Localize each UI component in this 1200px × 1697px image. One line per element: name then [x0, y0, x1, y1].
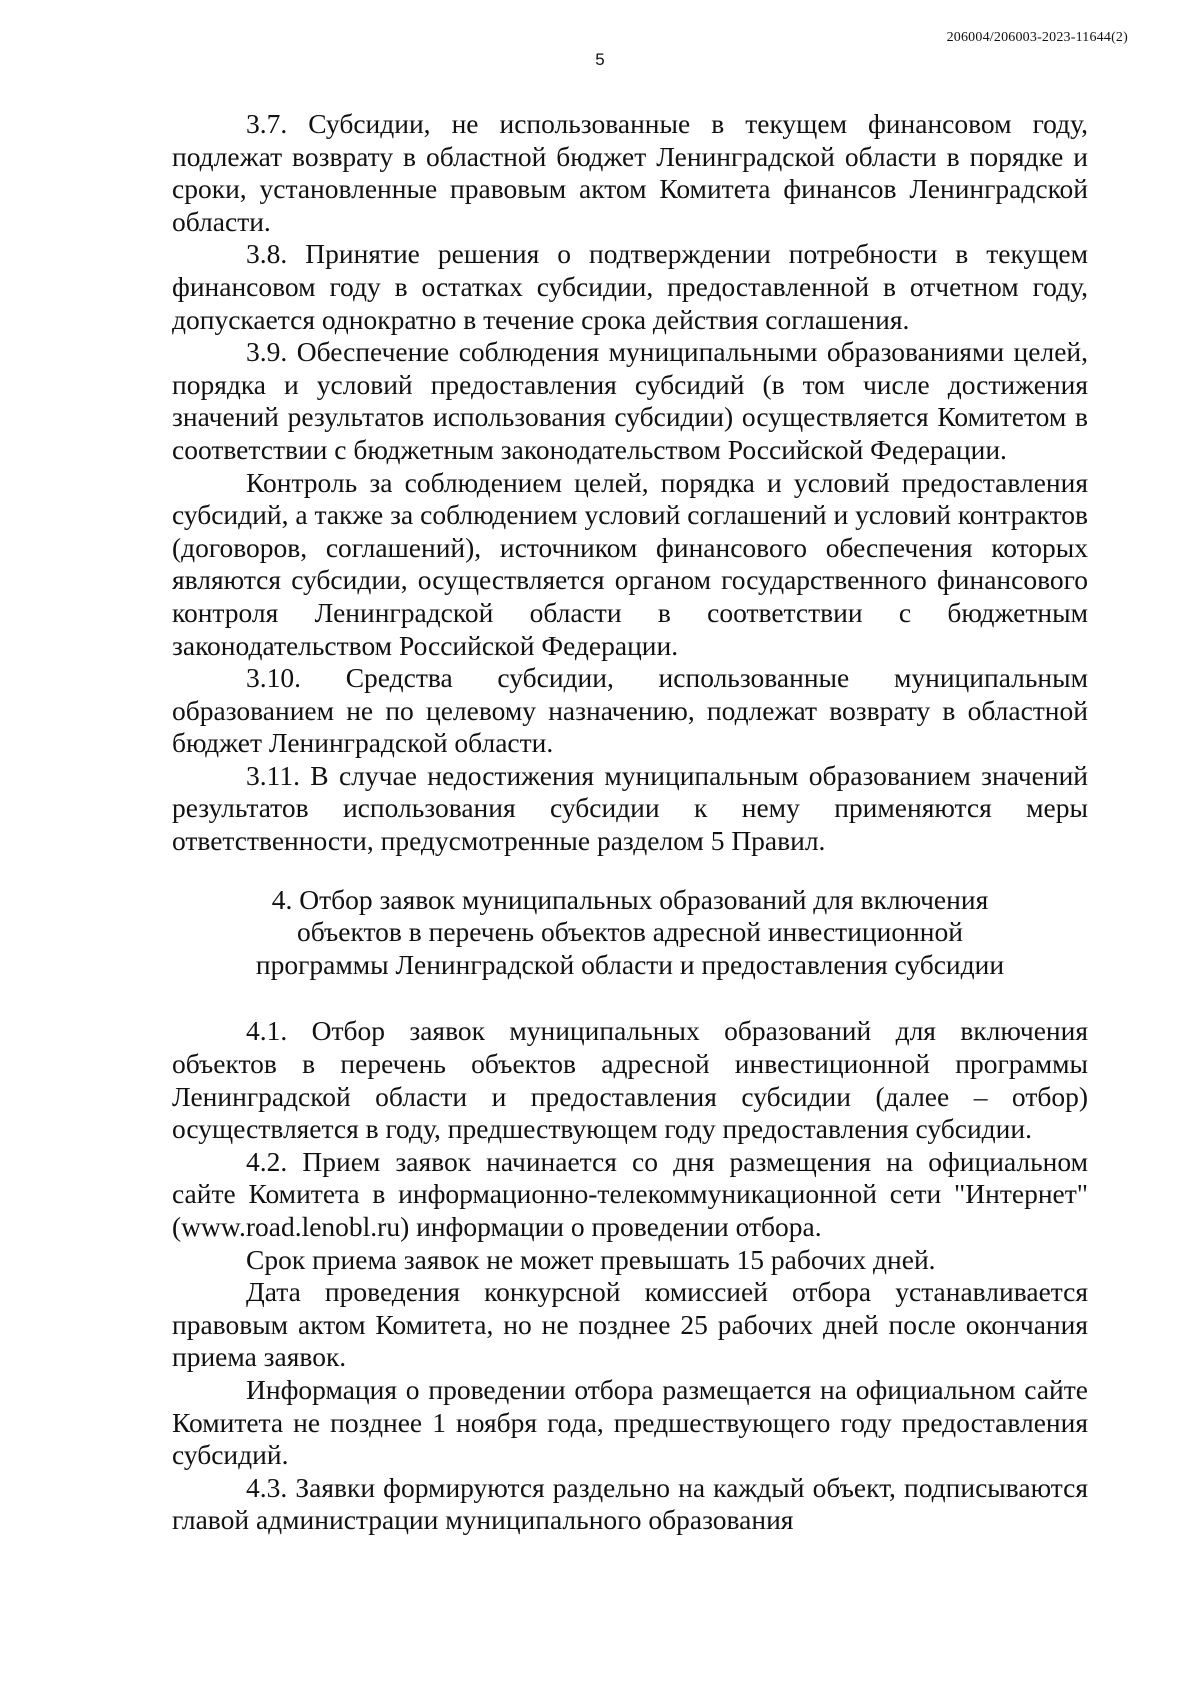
- paragraph-3-7: 3.7. Субсидии, не использованные в текущем финансовом году, подлежат возврату в областной бюджет Ленинградской области в порядке и сроки, установленные правовым актом Комитета финансов Ленинградской области.: [172, 108, 1088, 237]
- paragraph-3-8: 3.8. Принятие решения о подтверждении потребности в текущем финансовом году в остатках субсидии, предоставленной в отчетном году, допускается однократно в течение срока действия соглашения.: [172, 238, 1088, 335]
- paragraph-control: Контроль за соблюдением целей, порядка и условий предоставления субсидий, а также за соблюдением условий соглашений и условий контрактов (договоров, соглашений), источником финансового обеспечения которых являются субсидии, осуществляется органом государственного финансового контроля Ленинградской области в соответствии с бюджетным законодательством Российской Федерации.: [172, 466, 1088, 661]
- paragraph-deadline: Срок приема заявок не может превышать 15 рабочих дней.: [246, 1243, 936, 1275]
- paragraph-4-1: 4.1. Отбор заявок муниципальных образований для включения объектов в перечень объектов адресной инвестиционной программы Ленинградской области и предоставления субсидии (далее – отбор) осуществляется в году, предшествующем году предоставления субсидии.: [172, 1015, 1088, 1145]
- document-body: [172, 108, 1088, 1537]
- paragraph-selection-date: Дата проведения конкурсной комиссией отбора устанавливается правовым актом Комитета, но не позднее 25 рабочих дней после окончания приема заявок.: [172, 1276, 1088, 1373]
- page-number: 5: [595, 50, 605, 69]
- paragraph-3-11: 3.11. В случае недостижения муниципальным образованием значений результатов использования субсидии к нему применяются меры ответственности, предусмотренные разделом 5 Правил.: [172, 759, 1088, 857]
- paragraph-4-2: 4.2. Прием заявок начинается со дня размещения на официальном сайте Комитета в информационно-телекоммуникационной сети "Интернет" (www.road.lenobl.ru) информации о проведении отбора.: [172, 1145, 1088, 1242]
- paragraph-4-3: 4.3. Заявки формируются раздельно на каждый объект, подписываются главой администрации муниципального образования: [172, 1471, 1088, 1536]
- paragraph-3-10: 3.10. Средства субсидии, использованные муниципальным образованием не по целевому назначению, подлежат возврату в областной бюджет Ленинградской области.: [172, 662, 1088, 759]
- paragraph-announcement: Информация о проведении отбора размещается на официальном сайте Комитета не позднее 1 ноября года, предшествующего году предоставления субсидий.: [172, 1373, 1088, 1471]
- document-id: 206004/206003-2023-11644(2): [946, 30, 1128, 45]
- section-heading: 4. Отбор заявок муниципальных образований для включения объектов в перечень объектов адресной инвестиционной программы Ленинградской области и предоставления субсидии: [255, 883, 1005, 980]
- paragraph-3-9: 3.9. Обеспечение соблюдения муниципальными образованиями целей, порядка и условий предоставления субсидий (в том числе достижения значений результатов использования субсидии) осуществляется Комитетом в соответствии с бюджетным законодательством Российской Федерации.: [172, 336, 1088, 465]
